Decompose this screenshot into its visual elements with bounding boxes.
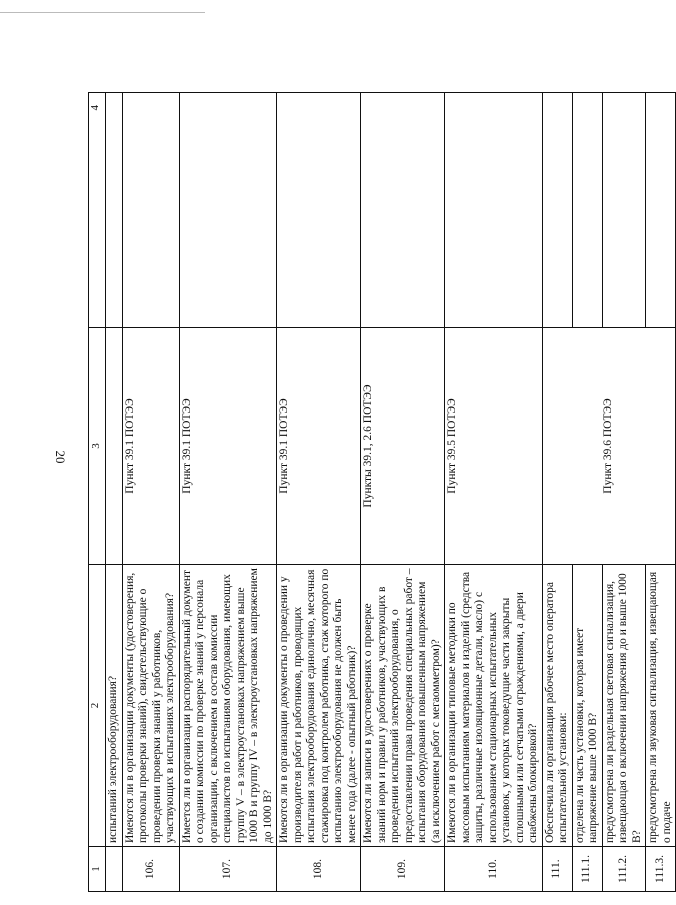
table-row (277, 93, 361, 892)
row-question: Имеются ли в организации документы (удостоверения, протоколы проверки знаний), свидетельствующие о проведении проверки знаний у работников, участвующих в испытаниях электрооборудования? (122, 565, 179, 847)
row-answer (542, 93, 572, 328)
row-answer (361, 93, 445, 328)
row-reference: Пункты 39.1, 2.6 ПОТЭЭ (361, 328, 445, 565)
row-question: Имеются ли в организации документы о проведении у производителя работ и работников, проводящих испытания электрооборудования единолично, месячная стажировка под контролем работника, стаж которого по испытанию электрооборудования не должен быть менее года (далее - опытный работник)? (277, 565, 361, 847)
header-col2: 2 (89, 565, 106, 847)
row-question: предусмотрена ли раздельная световая сигнализация, извещающая о включении напряжения до и выше 1000 В? (602, 565, 646, 847)
page-number: 20 (53, 450, 68, 464)
table-row (106, 93, 123, 892)
row-question: Обеспечила ли организация рабочее место оператора испытательной установки: (542, 565, 572, 847)
row-number: 110. (445, 847, 543, 892)
checklist-table (88, 92, 676, 892)
header-col4: 4 (89, 93, 106, 328)
row-number: 108. (277, 847, 361, 892)
row-reference: Пункт 39.1 ПОТЭЭ (277, 328, 361, 565)
table-header-row (89, 93, 106, 892)
row-number: 111. (542, 847, 572, 892)
row-question: испытаний электрооборудования? (106, 565, 123, 847)
row-answer (602, 93, 646, 328)
row-answer (646, 93, 676, 328)
row-number (106, 847, 123, 892)
table-row (445, 93, 543, 892)
scan-edge-line (0, 12, 205, 13)
row-number: 111.3. (646, 847, 676, 892)
row-reference: Пункт 39.1 ПОТЭЭ (122, 328, 179, 565)
row-number: 111.2. (602, 847, 646, 892)
row-reference: Пункт 39.1 ПОТЭЭ (179, 328, 277, 565)
row-number: 111.1. (572, 847, 602, 892)
header-col3: 3 (89, 328, 106, 565)
row-question: Имеются ли записи в удостоверениях о проверке знаний норм и правил у работников, участвующих в проведении испытаний электрооборудования, о предоставлении права проведения специальных работ – испытания оборудования повышенным напряжением (за исключением работ с мегаомметром)? (361, 565, 445, 847)
row-number: 107. (179, 847, 277, 892)
row-reference: Пункт 39.6 ПОТЭЭ (542, 328, 676, 565)
row-question: Имеется ли в организации распорядительный документ о создании комиссии по проверке знаний у персонала организации, с включением в состав комиссии специалистов по испытаниям оборудования, имеющих группу V – в электроустановках напряжением выше 1000 В и группу IV – в электроустановках напряжением до 1000 В? (179, 565, 277, 847)
row-answer (122, 93, 179, 328)
row-number: 109. (361, 847, 445, 892)
row-number: 106. (122, 847, 179, 892)
row-question: Имеются ли в организации типовые методики по массовым испытаниям материалов и изделий (средства защиты, различные изоляционные детали, масло) с использованием стационарных испытательных установок, у которых токоведущие части закрыты сплошными или сетчатыми ограждениями, а двери снабжены блокировкой? (445, 565, 543, 847)
row-answer (572, 93, 602, 328)
table-row (542, 93, 572, 892)
row-question: предусмотрена ли звуковая сигнализация, извещающая о подаче (646, 565, 676, 847)
row-question: отделена ли часть установки, которая имеет напряжение выше 1000 В? (572, 565, 602, 847)
row-answer (106, 93, 123, 328)
table-row (122, 93, 179, 892)
row-reference: Пункт 39.5 ПОТЭЭ (445, 328, 543, 565)
table-row (361, 93, 445, 892)
row-reference (106, 328, 123, 565)
rotated-table-area (88, 92, 673, 892)
row-answer (445, 93, 543, 328)
header-col1: 1 (89, 847, 106, 892)
row-answer (277, 93, 361, 328)
table-row (179, 93, 277, 892)
row-answer (179, 93, 277, 328)
